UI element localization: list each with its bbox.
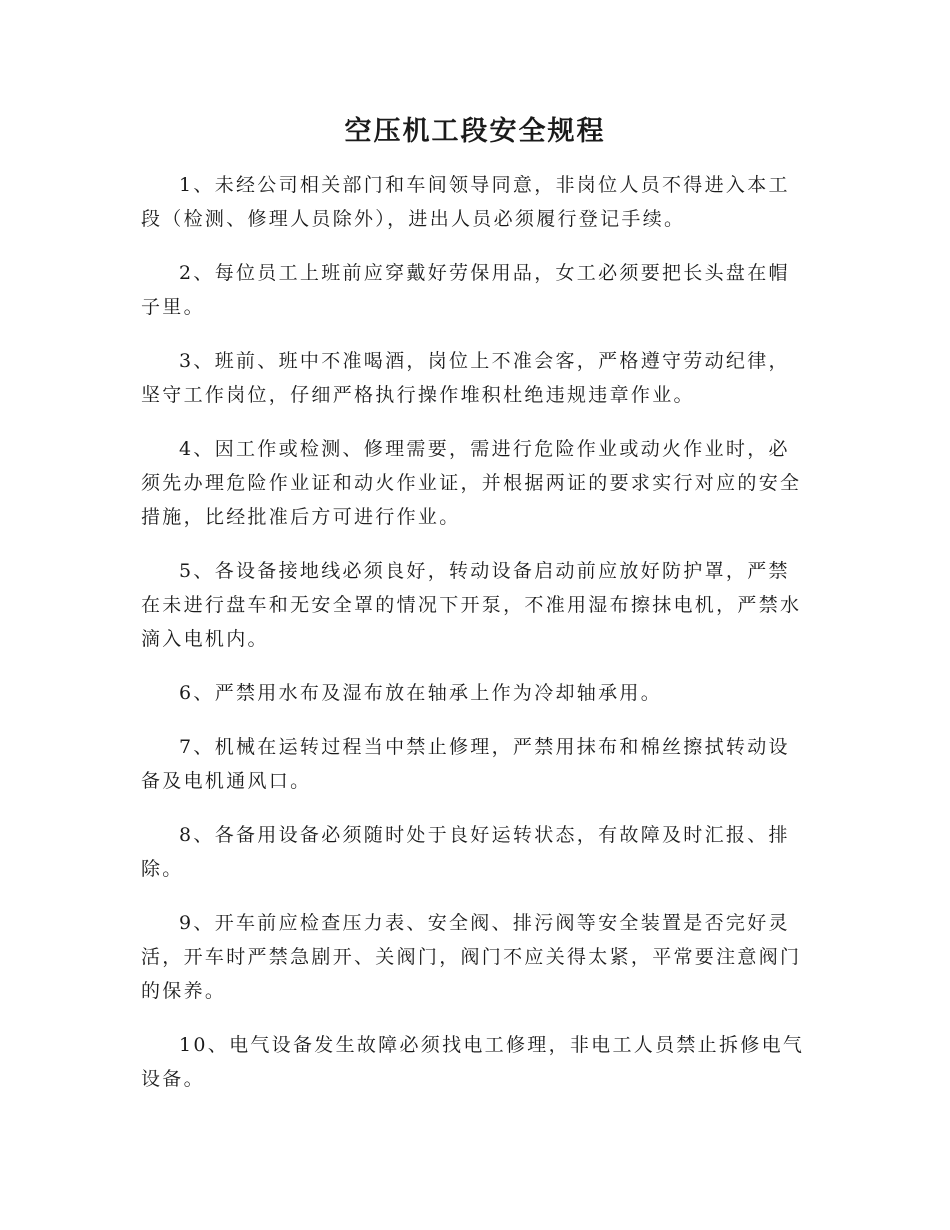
- rule-paragraph-9: 9、开车前应检查压力表、安全阀、排污阀等安全装置是否完好灵活，开车时严禁急剧开、关阀门，阀门不应关得太紧，平常要注意阀门的保养。: [141, 912, 802, 1002]
- document-title: 空压机工段安全规程: [344, 116, 606, 147]
- rule-paragraph-6: 6、严禁用水布及湿布放在轴承上作为冷却轴承用。: [179, 682, 662, 704]
- document-body: [141, 168, 809, 1116]
- rule-paragraph-1: 1、未经公司相关部门和车间领导同意，非岗位人员不得进入本工段（检测、修理人员除外），进出人员必须履行登记手续。: [141, 174, 790, 230]
- rule-paragraph-7: 7、机械在运转过程当中禁止修理，严禁用抹布和棉丝擦拭转动设备及电机通风口。: [141, 736, 790, 792]
- rule-paragraph-4: 4、因工作或检测、修理需要，需进行危险作业或动火作业时，必须先办理危险作业证和动火作业证，并根据两证的要求实行对应的安全措施，比经批准后方可进行作业。: [141, 438, 802, 528]
- rule-paragraph-10: 10、电气设备发生故障必须找电工修理，非电工人员禁止拆修电气设备。: [141, 1034, 805, 1090]
- rule-paragraph-8: 8、各备用设备必须随时处于良好运转状态，有故障及时汇报、排除。: [141, 824, 790, 880]
- rule-paragraph-3: 3、班前、班中不准喝酒，岗位上不准会客，严格遵守劳动纪律，坚守工作岗位，仔细严格执行操作堆积杜绝违规违章作业。: [141, 350, 790, 406]
- rule-paragraph-2: 2、每位员工上班前应穿戴好劳保用品，女工必须要把长头盘在帽子里。: [141, 262, 790, 318]
- rule-paragraph-5: 5、各设备接地线必须良好，转动设备启动前应放好防护罩，严禁在未进行盘车和无安全罩的情况下开泵，不准用湿布擦抹电机，严禁水滴入电机内。: [141, 560, 802, 650]
